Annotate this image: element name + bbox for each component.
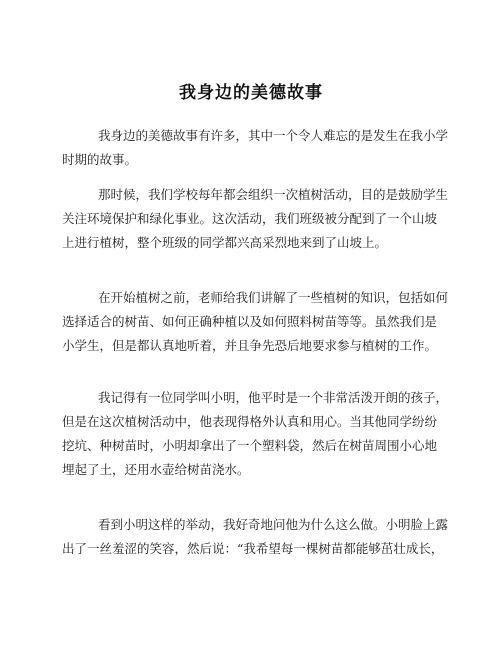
paragraph-3 bbox=[62, 286, 452, 358]
text-line: 我身边的美德故事有许多，其中一个令人难忘的是发生在我小学 bbox=[98, 128, 449, 143]
paragraph-2 bbox=[62, 183, 452, 255]
text-line: 在开始植树之前，老师给我们讲解了一些植树的知识，包括如何 bbox=[98, 290, 449, 305]
text-line: 选择适合的树苗、如何正确种植以及如何照料树苗等等。虽然我们是 bbox=[62, 314, 438, 329]
text-line: 埋起了土，还用水壶给树苗浇水。 bbox=[62, 462, 250, 477]
text-line: 但是在这次植树活动中，他表现得格外认真和用心。当其他同学纷纷 bbox=[62, 414, 438, 429]
text-line: 小学生，但是都认真地听着，并且争先恐后地要求参与植树的工作。 bbox=[62, 338, 438, 353]
paragraph-1 bbox=[62, 124, 452, 172]
text-line: 出了一丝羞涩的笑容，然后说：“我希望每一棵树苗都能够茁壮成长， bbox=[62, 541, 444, 556]
document-title: 我身边的美德故事 bbox=[179, 83, 323, 103]
text-line: 上进行植树，整个班级的同学都兴高采烈地来到了山坡上。 bbox=[62, 235, 388, 250]
text-line: 那时候，我们学校每年都会组织一次植树活动，目的是鼓励学生 bbox=[98, 187, 449, 202]
paragraph-5 bbox=[62, 513, 452, 561]
text-line: 关注环境保护和绿化事业。这次活动，我们班级被分配到了一个山坡 bbox=[62, 211, 438, 226]
text-line: 时期的故事。 bbox=[62, 152, 138, 167]
text-line: 挖坑、种树苗时，小明却拿出了一个塑料袋，然后在树苗周围小心地 bbox=[62, 438, 438, 453]
text-line: 我记得有一位同学叫小明，他平时是一个非常活泼开朗的孩子， bbox=[98, 390, 449, 405]
text-line: 看到小明这样的举动，我好奇地问他为什么这么做。小明脸上露 bbox=[98, 517, 449, 532]
paragraph-4 bbox=[62, 386, 452, 482]
